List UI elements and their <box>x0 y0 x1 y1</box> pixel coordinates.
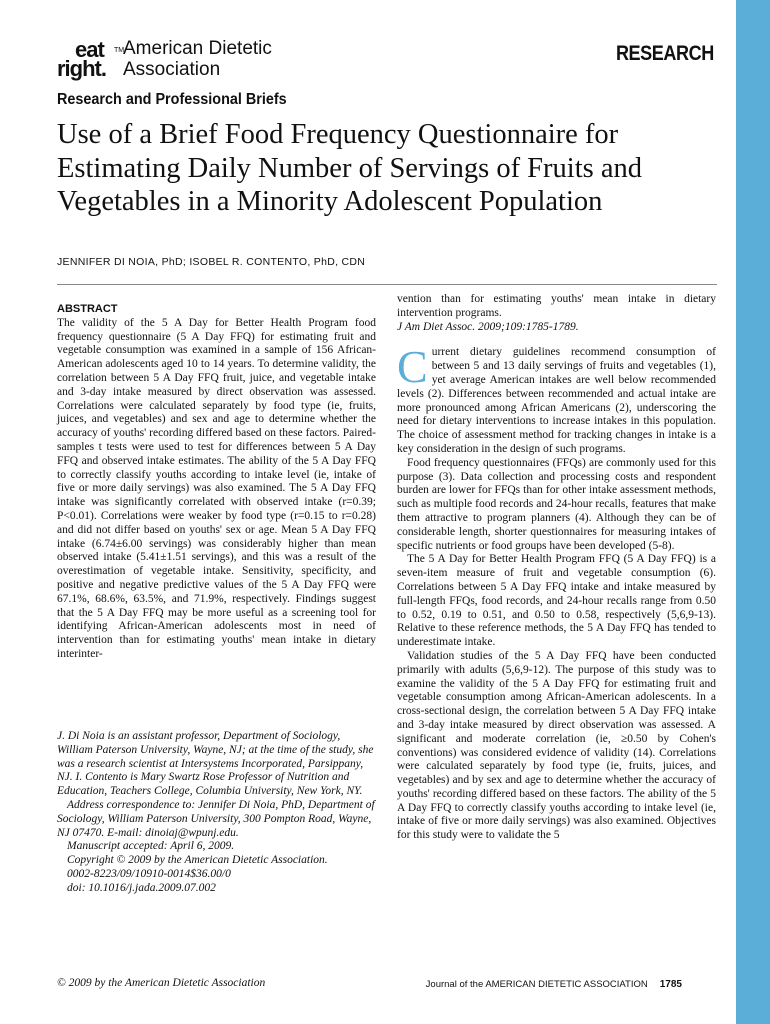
footer-copyright: © 2009 by the American Dietetic Association <box>57 977 266 989</box>
author-notes <box>57 730 376 896</box>
article-title: Use of a Brief Food Frequency Questionnaire for Estimating Daily Number of Servings of Fruits and Vegetables in a Minority Adolescent Population <box>57 119 642 217</box>
drop-cap: C <box>397 341 428 393</box>
doi: doi: 10.1016/j.jada.2009.07.002 <box>67 881 216 894</box>
research-label: RESEARCH <box>616 42 714 65</box>
body-paragraph: Validation studies of the 5 A Day FFQ have been conducted primarily with adults (5,6,9-12). The purpose of this study was to examine the validity of the 5 A Day FFQ for estimating fruit and vegetable consumption among African-American adolescents. In a cross-sectional design, the correlation between 5 A Day FFQ intake and 3-day intake measured by direct observation was assessed. A significant and moderate correlation (ie, ≥0.50 by Cohen's conventions) was considered evidence of validity (14). Correlations were calculated separately by food type (ie, fruits, juices, and vegetables) and by sex and age to determine whether the accuracy of youths' recording differed based on these factors. The ability of the 5 A Day FFQ to correctly classify youths according to intake level (ie, intake of five or more daily servings) was also examined. Objectives for this study were to validate the 5 <box>397 649 716 842</box>
body-paragraph: The 5 A Day for Better Health Program FFQ (5 A Day FFQ) is a seven-item measure of fruit and vegetable consumption (6). Correlations between 5 A Day FFQ intake and intake measured by full-length FFQs, food records, and 24-hour recalls range from 0.50 to 0.52, 0.19 to 0.51, and 0.50 to 0.58, respectively (5,6,9-13). Relative to these reference methods, the 5 A Day FFQ has tended to underestimate intake. <box>397 553 716 649</box>
issn: 0002-8223/09/10910-0014$36.00/0 <box>67 867 231 880</box>
journal-citation: J Am Diet Assoc. 2009;109:1785-1789. <box>397 320 579 333</box>
abstract <box>57 303 376 662</box>
author-affiliation: J. Di Noia is an assistant professor, Department of Sociology, William Paterson University, Wayne, NJ; at the time of the study, she was a research scientist at Intersystems Incorporated, Parsippany, NJ. I. Contento is Mary Swartz Rose Professor of Nutrition and Education, Teachers College, Columbia University, New York, NY. <box>57 730 374 798</box>
divider <box>57 284 717 285</box>
manuscript-accepted: Manuscript accepted: April 6, 2009. <box>67 840 235 853</box>
abstract-text: The validity of the 5 A Day for Better Health Program food frequency questionnaire (5 A Day FFQ) for estimating fruit and vegetable consumption was examined in a sample of 156 African-American adolescents aged 10 to 14 years. To determine validity, the correlation between 5 A Day FFQ fruit, juice, and vegetable intake and 3-day intake measured by direct observation was assessed. Correlations were calculated separately by food type (ie, fruits, juices, and vegetables) and sex and age to determine whether the accuracy of youths' recording differed based on these factors. Paired-samples t tests were used to test for differences between 5 A Day FFQ and observed intake estimates. The ability of the 5 A Day FFQ to correctly classify youths according to intake level (ie, intake of five or more daily servings) was also examined. The 5 A Day FFQ intake was significantly correlated with observed intake (r=0.39; P<0.01). Correlations were weaker by food type (r=0.15 to r=0.28) and did not differ based on youths' sex or age. Mean 5 A Day FFQ intake (6.74±6.00 servings) was considerably higher than mean observed intake (5.41±1.51 servings), and this was a result of the overestimation of vegetable intake. Sensitivity, specificity, and positive and negative predictive values of the 5 A Day FFQ were 67.1%, 68.6%, 63.5%, and 71.9%, respectively. Findings suggest that the 5 A Day FFQ may be more useful as a screening tool for identifying African-American adolescents most in need of intervention than for estimating youths' mean intake in dietary interinter- <box>57 316 376 660</box>
article-authors: JENNIFER DI NOIA, PhD; ISOBEL R. CONTENTO, PhD, CDN <box>57 256 366 268</box>
body-paragraph: Current dietary guidelines recommend consumption of between 5 and 13 daily servings of fruits and vegetables (1), yet average American intakes are well below recommended levels (2). Differences between recommended and actual intake are more pronounced among African Americans (2), underscoring the need for dietary interventions to increase intakes in this population. The choice of assessment method for tracking changes in intake is a key consideration in the design of such programs. <box>397 341 716 455</box>
article-page: eat TM right. American Dietetic Association RESEARCH Research and Professional Briefs Use of a Brief Food Frequency Questionnaire for Estimating Daily Number of Servings of Fruits and Vegetables in a Minority Adolescent Population JENNIFER DI NOIA, PhD; ISOBEL R. CONTENTO, PhD, CDN ABSTRACT The validity of the 5 A Day for Better Health Program food frequency questionnaire (5 A Day FFQ) for estimating fruit and vegetable consumption was examined in a sample of 156 African-American adolescents aged 10 to 14 years. To determine validity, the correlation between 5 A Day FFQ fruit, juice, and vegetable intake and 3-day intake measured by direct observation was assessed. Correlations were calculated separately by food type (ie, fruits, juices, and vegetables) and sex and age to determine whether the accuracy of youths' recording differed based on these factors. Paired-samples t tests were used to test for differences between 5 A Day FFQ and observed intake estimates. The ability of the 5 A Day FFQ to correctly classify youths according to intake level (ie, intake of five or more daily servings) was also examined. The 5 A Day FFQ intake was significantly correlated with observed intake (r=0.39; P<0.01). Correlations were weaker by food type (r=0.15 to r=0.28) and did not differ based on youths' sex or age. Mean 5 A Day FFQ intake (6.74±6.00 servings) was considerably higher than mean observed intake (5.41±1.51 servings), and this was a result of the overestimation of vegetable intake. Sensitivity, specificity, and positive and negative predictive values of the 5 A Day FFQ were 67.1%, 68.6%, 63.5%, and 71.9%, respectively. Findings suggest that the 5 A Day FFQ may be more useful as a screening tool for identifying African-American adolescents most in need of intervention than for estimating youths' mean intake in dietary interinter- J. Di Noia is an assistant professor, Department of Sociology, William Paterson University, Wayne, NJ; at the time of the study, she was a research scientist at Intersystems Incorporated, Parsippany, NJ. I. Contento is Mary Swartz Rose Professor of Nutrition and Education, Teachers College, Columbia University, New York, NY. Address correspondence to: Jennifer Di Noia, PhD, Department of Sociology, William Paterson University, 300 Pompton Road, Wayne, NJ 07470. E-mail: dinoiaj@wpunj.edu. Manuscript accepted: April 6, 2009. Copyright © 2009 by the American Dietetic Association. 0002-8223/09/10910-0014$36.00/0 doi: 10.1016/j.jada.2009.07.002 vention than for estimating youths' mean intake in dietary intervention programs. J Am Diet Assoc. 2009;109:1785-1789. Current dietary guidelines recommend consumption of between 5 and 13 daily servings of fruits and vegetables (1), yet average American intakes are well below recommended levels (2). Differences between recommended and actual intake are more pronounced among African Americans (2), underscoring the need for dietary interventions to increase intakes in this population. The choice of assessment method for tracking changes in intake is a key consideration in the design of such programs. Food frequency questionnaires (FFQs) are commonly used for this purpose (3). Data collection and processing costs and respondent burden are lower for FFQs than for other intake assessment methods, such as multiple food records and 24-hour recalls, features that make them attractive to program planners (4). Although they can be of considerable length, shorter questionnaires for measuring intakes of specific nutrients or food groups have been developed (5-8). The 5 A Day for Better Health Program FFQ (5 A Day FFQ) is a seven-item measure of fruit and vegetable consumption (6). Correlations between 5 A Day FFQ intake and intake measured by full-length FFQs, food records, and 24-hour recalls range from 0.50 to 0.52, 0.19 to 0.51, and 0.50 to 0.58, respectively (5,6,9-13). Relative to these reference methods, the 5 A Day FFQ has tended to underestimate intake. Validation studies of the 5 A Day FFQ have been conducted primarily with adults (5,6,9-12). The purpose of this study was to examine the validity of the 5 A Day FFQ for estimating fruit and vegetable consumption among African-American adolescents. In a cross-sectional design, the correlation between 5 A Day FFQ intake and 3-day intake measured by direct observation was assessed. A significant and moderate correlation (ie, ≥0.50 by Cohen's conventions) was considered evidence of validity (14). Correlations were calculated separately by food type (ie, fruits, juices, and vegetables) and by sex and age to determine whether the accuracy of youths' recording differed based on these factors. The ability of the 5 A Day FFQ to correctly classify youths according to intake level (ie, intake of five or more daily servings) was also examined. Objectives for this study were to validate the 5 © 2009 by the American Dietetic Association Journal of the AMERICAN DIETETIC ASSOCIATION 1785 <box>0 0 736 1024</box>
section-heading: Research and Professional Briefs <box>57 91 287 108</box>
body-column <box>397 293 716 843</box>
footer-journal: Journal of the AMERICAN DIETETIC ASSOCIATION 1785 <box>425 979 682 990</box>
page-number: 1785 <box>659 979 682 990</box>
organization-name: American Dietetic Association <box>123 38 272 80</box>
accent-bar <box>736 0 770 1024</box>
abstract-heading: ABSTRACT <box>57 303 118 315</box>
body-paragraph: Food frequency questionnaires (FFQs) are commonly used for this purpose (3). Data collection and processing costs and respondent burden are lower for FFQs than for other intake assessment methods, such as multiple food records and 24-hour recalls, features that make them attractive to program planners (4). Although they can be of considerable length, shorter questionnaires for measuring intakes of specific nutrients or food groups have been developed (5-8). <box>397 456 716 552</box>
copyright-note: Copyright © 2009 by the American Dietetic Association. <box>67 854 328 867</box>
correspondence: Address correspondence to: Jennifer Di Noia, PhD, Department of Sociology, William Paterson University, 300 Pompton Road, Wayne, NJ 07470. E-mail: dinoiaj@wpunj.edu. <box>57 798 375 839</box>
abstract-continuation: vention than for estimating youths' mean intake in dietary intervention programs. <box>397 293 716 319</box>
